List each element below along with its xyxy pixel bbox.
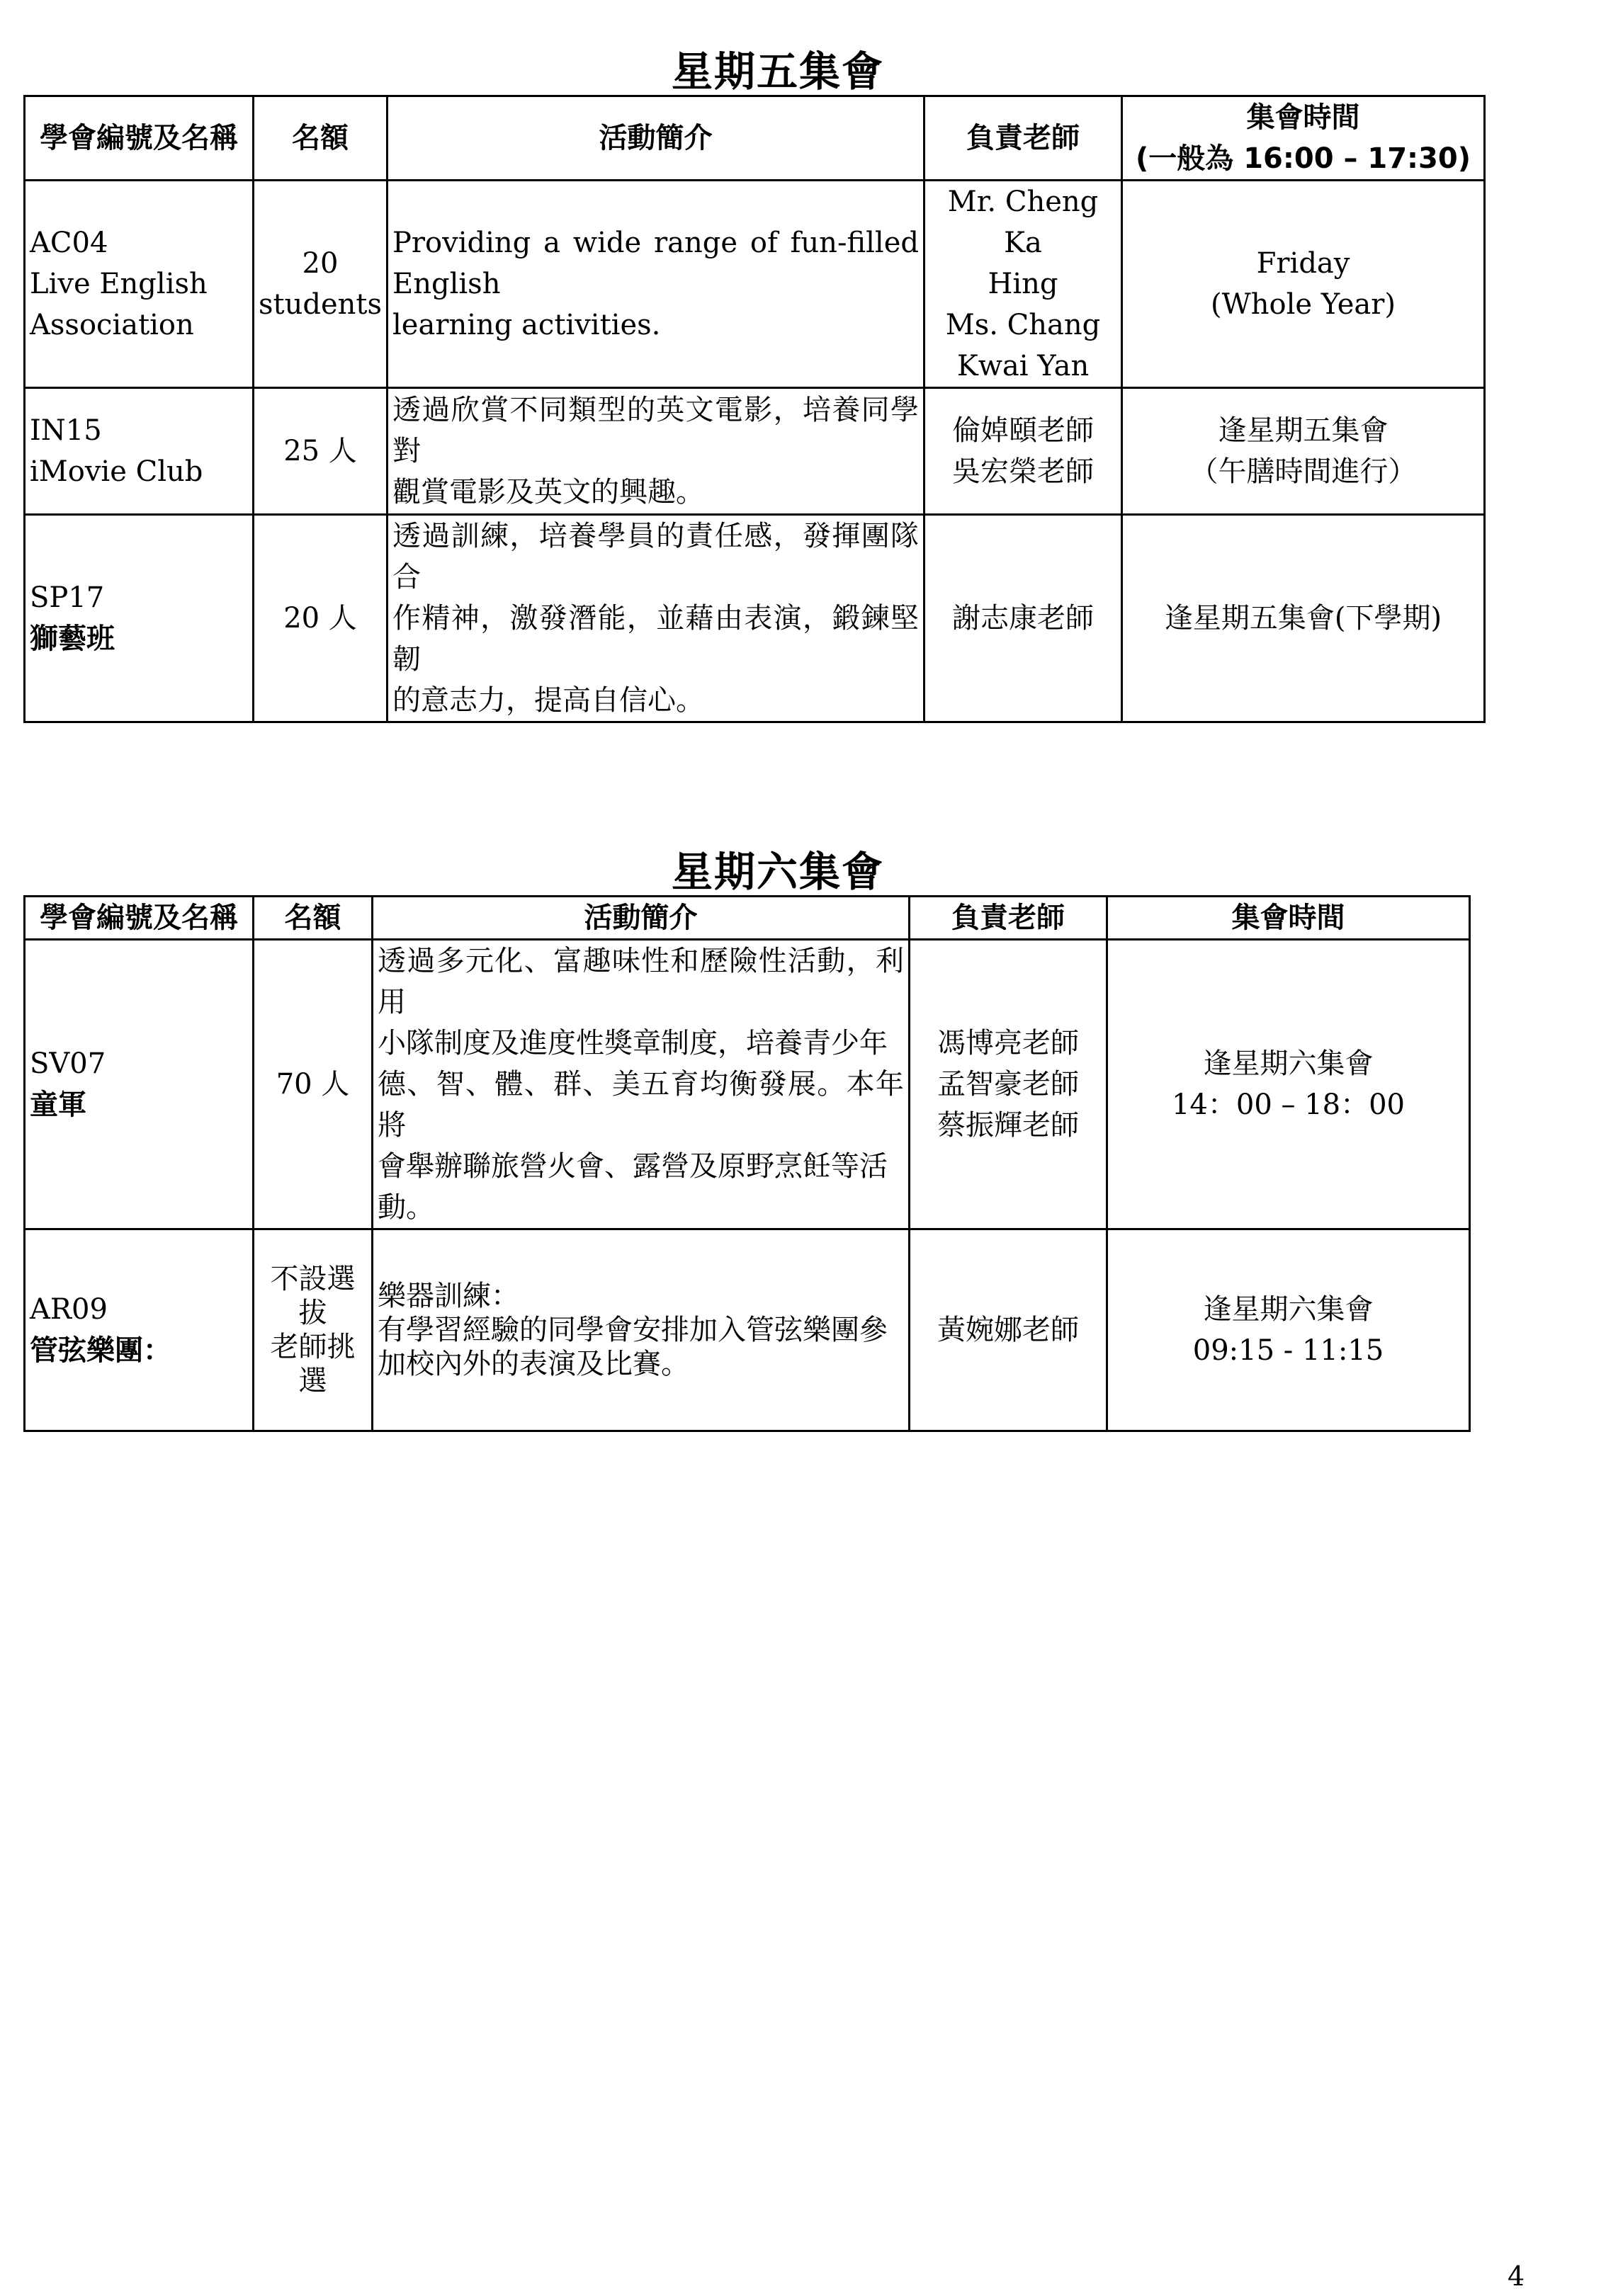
header-name: 學會編號及名稱 (25, 96, 254, 181)
club-code: SP17 (30, 581, 105, 614)
club-name-cell (25, 1229, 254, 1431)
meeting-time-line: 逢星期六集會 (1203, 1047, 1374, 1080)
club-name-cell (25, 181, 254, 388)
club-code: IN15 (30, 414, 102, 447)
teacher-line: 吳宏榮老師 (952, 455, 1095, 488)
table-header-row (25, 897, 1470, 940)
quota-cell (254, 1229, 373, 1431)
teacher-line: 孟智豪老師 (937, 1068, 1079, 1101)
teacher-cell (924, 181, 1122, 388)
club-code: SV07 (30, 1047, 106, 1080)
description-line: 動。 (378, 1191, 434, 1224)
teacher-cell (924, 388, 1122, 515)
header-name: 學會編號及名稱 (25, 897, 254, 940)
quota-cell (254, 940, 373, 1229)
club-code: AC04 (30, 227, 108, 259)
description-cell (373, 940, 910, 1229)
table-header-row (25, 96, 1485, 181)
meeting-time-cell (1122, 515, 1485, 722)
club-name-line: 童軍 (30, 1089, 86, 1121)
teacher-line: Kwai Yan (956, 350, 1090, 382)
club-name-line: Live English (30, 268, 208, 300)
quota-cell (254, 515, 388, 722)
quota-line: 20 人 (283, 602, 357, 635)
table-row (25, 1229, 1470, 1431)
meeting-time-line: （午膳時間進行） (1189, 455, 1417, 488)
quota-line: 20 (302, 247, 339, 280)
quota-cell (254, 181, 388, 388)
saturday-section-title: 星期六集會 (671, 848, 884, 896)
club-name-cell (25, 515, 254, 722)
description-line: 的意志力，提高自信心。 (392, 684, 705, 717)
description-cell (388, 181, 924, 388)
teacher-line: 謝志康老師 (952, 602, 1095, 635)
teacher-line: Ms. Chang (945, 309, 1101, 341)
meeting-time-cell (1107, 1229, 1470, 1431)
friday-section-title: 星期五集會 (671, 47, 884, 96)
header-time-note: (一般為 16:00 – 17:30) (1136, 142, 1471, 175)
friday-club-table (23, 95, 1486, 723)
club-name-line: iMovie Club (30, 455, 203, 488)
club-name-line: 獅藝班 (30, 623, 115, 655)
header-time: 集會時間 (1107, 897, 1470, 940)
description-line: 觀賞電影及英文的興趣。 (392, 476, 705, 508)
description-line: 加校內外的表演及比賽。 (378, 1348, 689, 1380)
meeting-time-cell (1107, 940, 1470, 1229)
description-line: 透過訓練，培養學員的責任感，發揮團隊合 (392, 520, 920, 593)
description-line: 作精神，激發潛能，並藉由表演，鍛鍊堅韌 (392, 602, 920, 676)
description-cell (373, 1229, 910, 1431)
saturday-club-table (23, 895, 1471, 1432)
table-row (25, 515, 1485, 722)
table-row (25, 388, 1485, 515)
description-line: 透過多元化、富趣味性和歷險性活動，利用 (378, 945, 904, 1018)
meeting-time-cell (1122, 388, 1485, 515)
teacher-cell (910, 940, 1107, 1229)
club-name-cell (25, 388, 254, 515)
meeting-time-line: 09:15 - 11:15 (1192, 1334, 1384, 1367)
header-quota: 名額 (254, 897, 373, 940)
meeting-time-cell (1122, 181, 1485, 388)
description-line: 有學習經驗的同學會安排加入管弦樂團參 (378, 1314, 888, 1346)
club-name-line: 管弦樂團： (30, 1334, 171, 1367)
meeting-time-line: 逢星期五集會 (1218, 414, 1389, 447)
description-line: learning activities. (392, 309, 661, 341)
header-desc: 活動簡介 (373, 897, 910, 940)
teacher-line: 倫婥頤老師 (952, 414, 1095, 447)
teacher-line: 馮博亮老師 (937, 1027, 1079, 1059)
header-teacher: 負責老師 (910, 897, 1107, 940)
quota-line: students (259, 288, 383, 321)
description-line: 透過欣賞不同類型的英文電影，培養同學對 (392, 394, 920, 467)
header-time (1122, 96, 1485, 181)
quota-line: 25 人 (283, 435, 357, 467)
header-teacher: 負責老師 (924, 96, 1122, 181)
meeting-time-line: (Whole Year) (1211, 288, 1396, 321)
description-cell (388, 388, 924, 515)
quota-line: 老師挑選 (270, 1331, 356, 1397)
description-line: 小隊制度及進度性獎章制度，培養青少年 (378, 1027, 888, 1059)
club-name-line: Association (30, 309, 194, 341)
meeting-time-line: Friday (1256, 247, 1350, 280)
description-line: Providing a wide range of fun-filled English (392, 227, 920, 300)
teacher-cell (924, 515, 1122, 722)
teacher-line: Hing (988, 268, 1058, 300)
meeting-time-line: 14：00 – 18：00 (1171, 1089, 1406, 1121)
club-code: AR09 (30, 1293, 108, 1326)
table-row (25, 940, 1470, 1229)
meeting-time-line: 逢星期五集會(下學期) (1164, 602, 1442, 635)
teacher-line: 蔡振輝老師 (937, 1109, 1079, 1142)
header-time-label: 集會時間 (1246, 101, 1360, 134)
teacher-line: 黃婉娜老師 (937, 1314, 1079, 1346)
quota-line: 不設選拔 (270, 1263, 356, 1329)
description-line: 樂器訓練： (378, 1280, 519, 1312)
teacher-line: Mr. Cheng Ka (947, 186, 1099, 259)
teacher-cell (910, 1229, 1107, 1431)
description-cell (388, 515, 924, 722)
meeting-time-line: 逢星期六集會 (1203, 1293, 1374, 1326)
header-quota: 名額 (254, 96, 388, 181)
description-line: 德、智、體、群、美五育均衡發展。本年將 (378, 1068, 904, 1142)
page-number: 4 (1508, 2261, 1525, 2292)
header-desc: 活動簡介 (388, 96, 924, 181)
table-row (25, 181, 1485, 388)
description-line: 會舉辦聯旅營火會、露營及原野烹飪等活 (378, 1150, 888, 1183)
quota-line: 70 人 (276, 1068, 350, 1101)
club-name-cell (25, 940, 254, 1229)
quota-cell (254, 388, 388, 515)
